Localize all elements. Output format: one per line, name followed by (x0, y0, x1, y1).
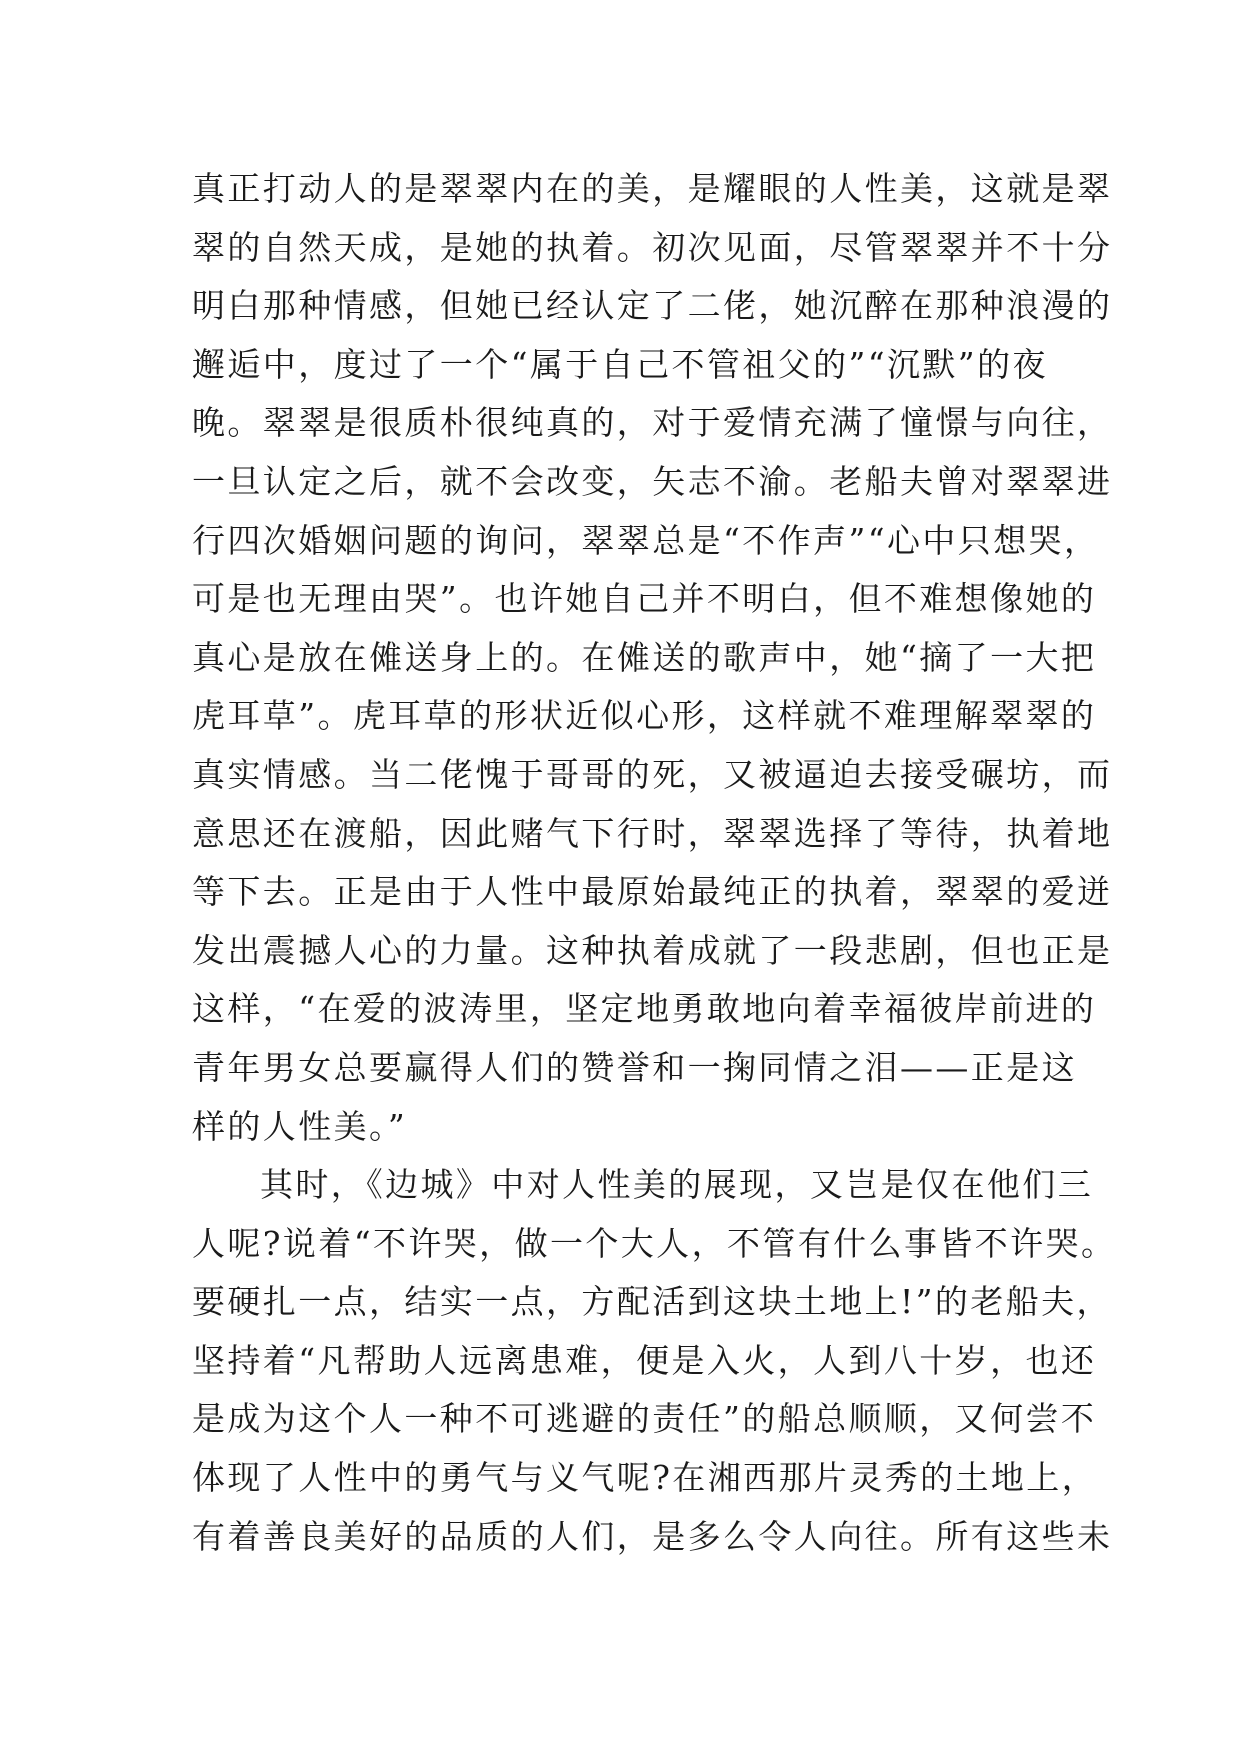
text-line: 真实情感。当二佬愧于哥哥的死，又被逼迫去接受碾坊，而 (192, 754, 1113, 794)
text-line: 翠的自然天成，是她的执着。初次见面，尽管翠翠并不十分 (192, 227, 1113, 267)
text-line: 邂逅中，度过了一个“属于自己不管祖父的”“沉默”的夜 (192, 344, 1048, 384)
text-line: 晚。翠翠是很质朴很纯真的，对于爱情充满了憧憬与向往， (192, 403, 1113, 443)
text-line: 青年男女总要赢得人们的赞誉和一掬同情之泪——正是这 (192, 1047, 1077, 1087)
text-line: 样的人性美。” (192, 1106, 408, 1146)
text-line: 发出震撼人心的力量。这种执着成就了一段悲剧，但也正是 (192, 930, 1113, 970)
text-line: 体现了人性中的勇气与义气呢?在湘西那片灵秀的土地上， (192, 1458, 1098, 1498)
text-line: 真正打动人的是翠翠内在的美，是耀眼的人性美，这就是翠 (192, 169, 1113, 208)
text-line: 是成为这个人一种不可逃避的责任”的船总顺顺，又何尝不 (192, 1399, 1097, 1439)
text-line: 要硬扎一点，结实一点，方配活到这块土地上!”的老船夫， (192, 1282, 1112, 1322)
paragraph-1 (192, 160, 1113, 1156)
text-line: 可是也无理由哭”。也许她自己并不明白，但不难想像她的 (192, 579, 1097, 619)
text-line: 等下去。正是由于人性中最原始最纯正的执着，翠翠的爱迸 (192, 872, 1113, 912)
text-line: 人呢?说着“不许哭，做一个大人，不管有什么事皆不许哭。 (192, 1223, 1117, 1263)
text-line-indented: 其时，《边城》中对人性美的展现，又岂是仅在他们三 (260, 1165, 1094, 1205)
text-line: 一旦认定之后，就不会改变，矢志不渝。老船夫曾对翠翠进 (192, 461, 1113, 501)
text-line: 这样，“在爱的波涛里，坚定地勇敢地向着幸福彼岸前进的 (192, 989, 1097, 1029)
text-line: 有着善良美好的品质的人们，是多么令人向往。所有这些未 (192, 1516, 1113, 1556)
paragraph-2 (192, 1156, 1117, 1566)
text-line: 坚持着“凡帮助人远离患难，便是入火，人到八十岁，也还 (192, 1340, 1097, 1380)
text-line: 意思还在渡船，因此赌气下行时，翠翠选择了等待，执着地 (192, 813, 1113, 853)
text-line: 真心是放在傩送身上的。在傩送的歌声中，她“摘了一大把 (192, 637, 1097, 677)
text-line: 虎耳草”。虎耳草的形状近似心形，这样就不难理解翠翠的 (192, 696, 1097, 736)
text-line: 明白那种情感，但她已经认定了二佬，她沉醉在那种浪漫的 (192, 286, 1113, 326)
body-text (192, 160, 1117, 1566)
text-line: 行四次婚姻问题的询问，翠翠总是“不作声”“心中只想哭， (192, 520, 1100, 560)
